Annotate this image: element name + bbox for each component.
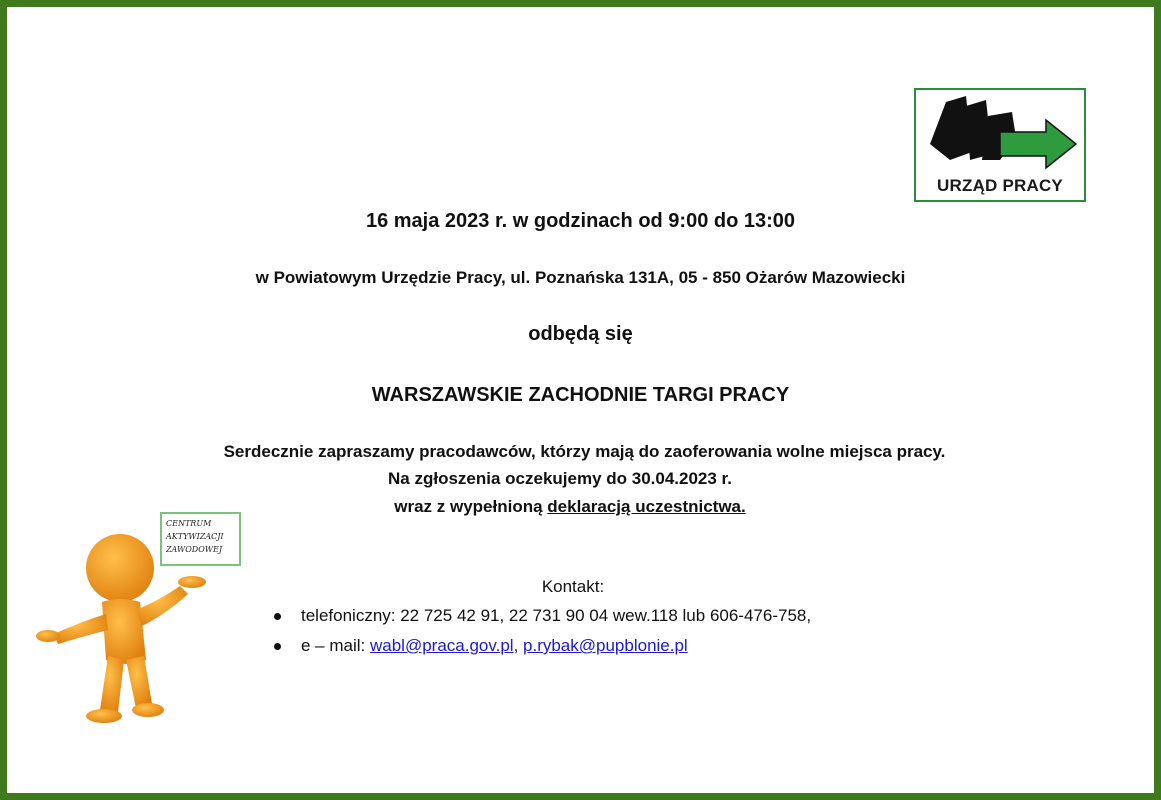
contact-phone: telefoniczny: 22 725 42 91, 22 731 90 04 wew.118 lub 606-476-758,	[301, 606, 812, 625]
email-link-2[interactable]: p.rybak@pupblonie.pl	[523, 636, 688, 655]
bullet-icon	[274, 613, 281, 620]
sign-line-2: AKTYWIZACJI	[166, 532, 224, 541]
sign-line-3: ZAWODOWEJ	[166, 545, 223, 554]
invite-line-2: Na zgłoszenia oczekujemy do 30.04.2023 r.	[388, 469, 732, 488]
logo-text: URZĄD PRACY	[937, 176, 1063, 195]
urzad-pracy-logo	[914, 88, 1086, 202]
email-link-1[interactable]: wabl@praca.gov.pl	[369, 636, 514, 655]
email-separator: ,	[513, 636, 524, 655]
contact-email	[301, 636, 688, 656]
invite-line-3-prefix: wraz z wypełnioną	[394, 497, 548, 516]
event-place: w Powiatowym Urzędzie Pracy, ul. Poznańska 131A, 05 - 850 Ożarów Mazowiecki	[255, 268, 906, 287]
invite-line-1: Serdecznie zapraszamy pracodawców, którzy mają do zaoferowania wolne miejsca pracy.	[223, 442, 946, 461]
logo-graphic	[922, 94, 1082, 176]
declaration-link[interactable]: deklaracją uczestnictwa.	[547, 497, 746, 516]
contact-heading: Kontakt:	[541, 577, 605, 596]
bullet-icon	[274, 643, 281, 650]
email-prefix: e – mail:	[301, 636, 370, 655]
event-odbeda: odbędą się	[528, 323, 633, 345]
sign-line-1: CENTRUM	[166, 519, 212, 528]
centrum-sign	[160, 512, 241, 566]
event-title: WARSZAWSKIE ZACHODNIE TARGI PRACY	[371, 384, 790, 406]
event-date: 16 maja 2023 r. w godzinach od 9:00 do 13:00	[365, 210, 796, 232]
